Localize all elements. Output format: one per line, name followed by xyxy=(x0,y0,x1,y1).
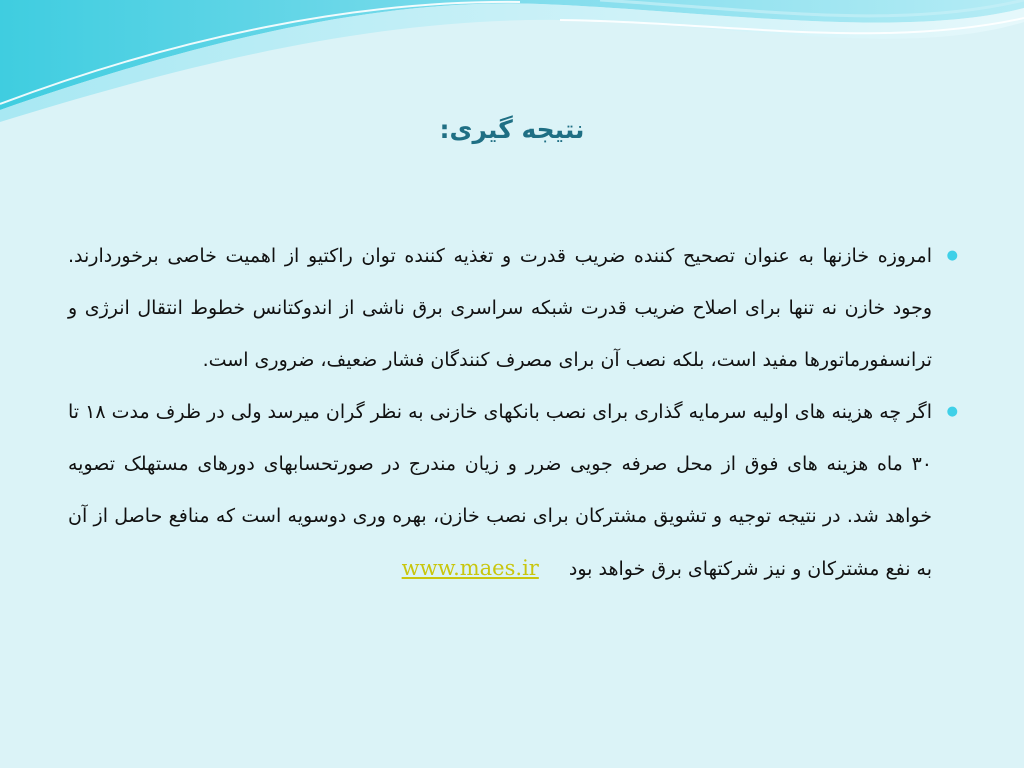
slide-title: نتیجه گیری: xyxy=(439,115,585,144)
bullet-text: امروزه خازنها به عنوان تصحیح کننده ضریب قدرت و تغذیه کننده توان راکتیو از اهمیت خاصی برخوردارند. وجود خازن نه تنها برای اصلاح ضریب قدرت شبکه سراسری برق ناشی از اندوکتانس خطوط انتقال انرژی و ترانسفورماتورها مفید است، بلکه نصب آن برای مصرف کنندگان فشار ضعیف، ضروری است. xyxy=(68,245,932,371)
bullet-item xyxy=(68,386,958,595)
header-wave-decoration xyxy=(0,0,1024,130)
bullet-list xyxy=(68,230,958,595)
website-link[interactable]: www.maes.ir xyxy=(401,556,539,580)
bullet-item xyxy=(68,230,958,386)
bullet-text: اگر چه هزینه های اولیه سرمایه گذاری برای نصب بانکهای خازنی به نظر گران میرسد ولی در ظرف مدت ۱۸ تا ۳۰ ماه هزینه های فوق از محل صرفه جویی ضرر و زیان مندرج در صورتحسابهای دورهای مستهلک تصویه خواهد شد. در نتیجه توجیه و تشویق مشترکان برای نصب خازن، بهره وری دوسویه است که منافع حاصل از آن به نفع مشترکان و نیز شرکتهای برق خواهد بود xyxy=(68,401,932,580)
bullet-dot-icon: ● xyxy=(946,404,958,419)
bullet-dot-icon: ● xyxy=(946,248,958,263)
